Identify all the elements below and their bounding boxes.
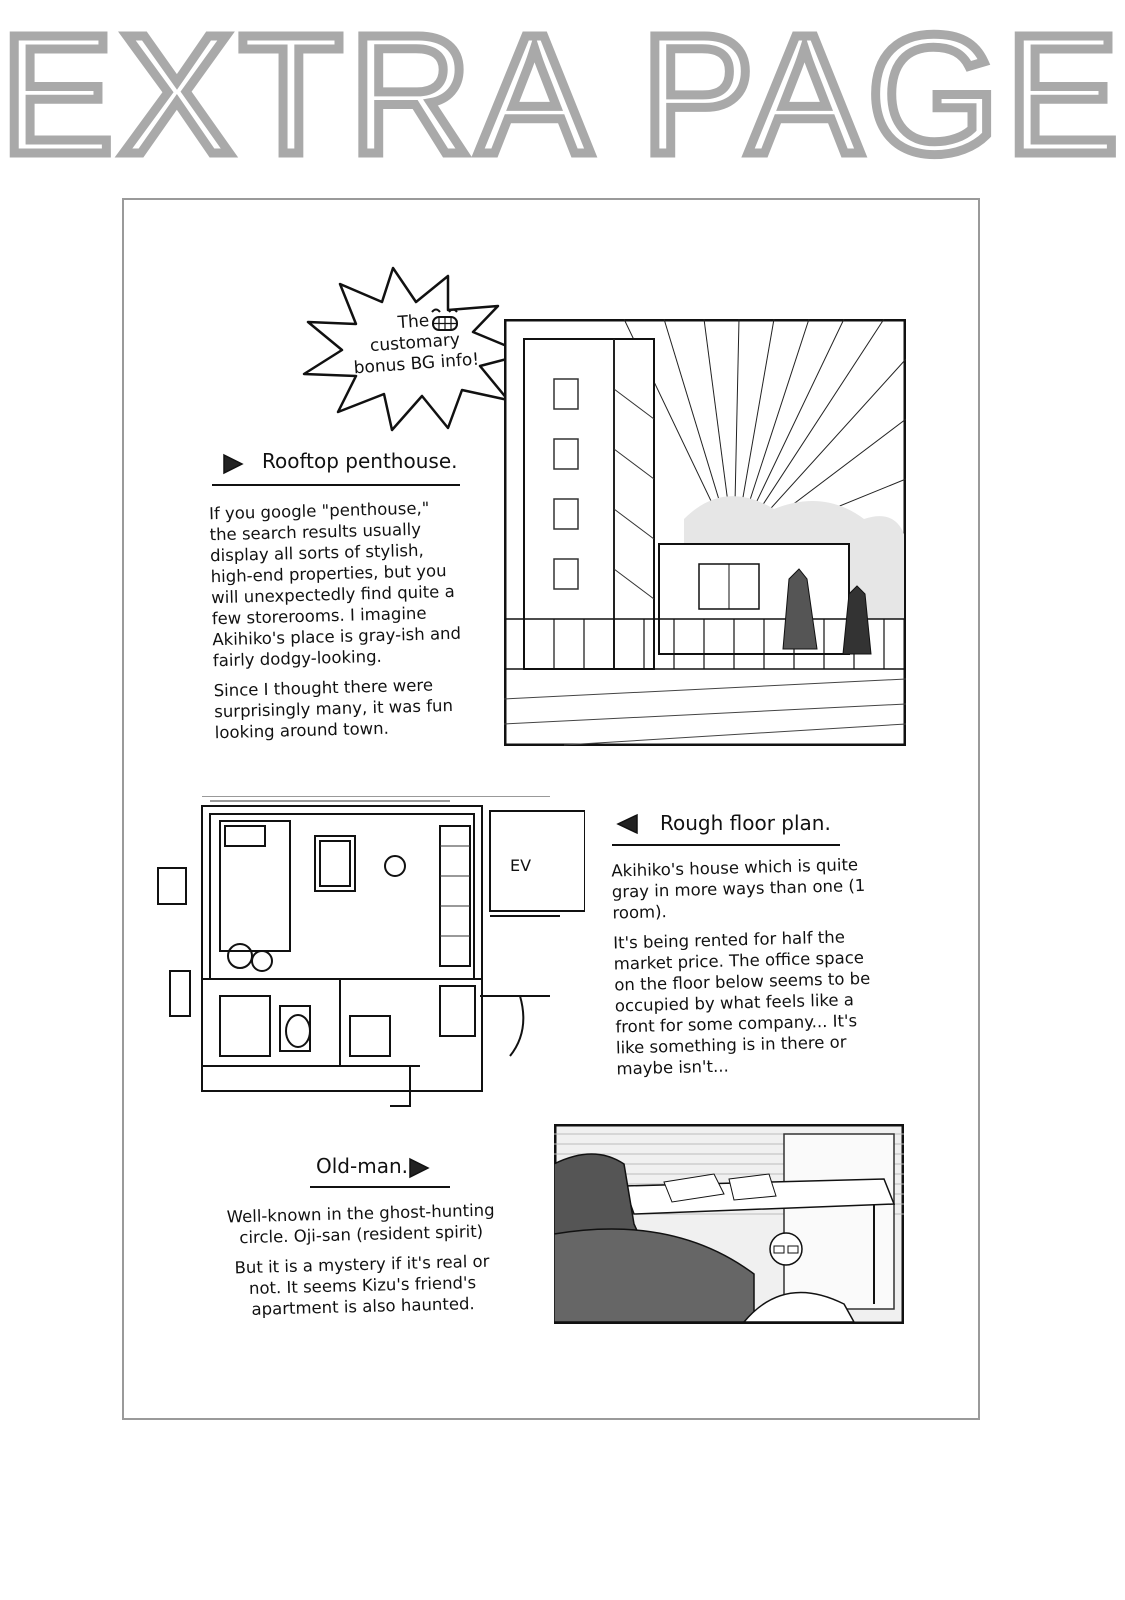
- rooftop-panel: [504, 319, 906, 746]
- floor-plan-drawing: [150, 796, 585, 1121]
- rooftop-paragraph-1: If you google "penthouse," the search results usually display all sorts of stylish, high-end properties, but you will unexpectedly find quite a few storerooms. I imagine Akihiko's place is gray-ish and fairly dodgy-looking.: [208, 498, 462, 671]
- rooftop-paragraph-2: Since I thought there were surprisingly many, it was fun looking around town.: [213, 675, 454, 743]
- triangle-left-icon: [615, 812, 639, 836]
- oldman-paragraph-2: But it is a mystery if it's real or not. It seems Kizu's friend's apartment is also haunted.: [234, 1251, 490, 1319]
- rooftop-body: [209, 497, 465, 752]
- oldman-panel: [554, 1124, 904, 1324]
- rooftop-title: Rooftop penthouse.: [262, 449, 458, 473]
- floorplan-paragraph-2: It's being rented for half the market price. The office space on the floor below seems to be occupied by what feels like a front for some company... It's like something is in there or maybe isn't...: [612, 927, 871, 1079]
- floorplan-title: Rough floor plan.: [660, 811, 831, 835]
- triangle-right-icon: [408, 1157, 430, 1179]
- oldman-title: Old-man.: [316, 1154, 408, 1178]
- floorplan-divider: [612, 844, 840, 846]
- bubble-text: [328, 306, 502, 381]
- floorplan-paragraph-1: Akihiko's house which is quite gray in more ways than one (1 room).: [611, 855, 866, 923]
- floorplan-body: [611, 854, 885, 1089]
- elevator-label: EV: [510, 856, 532, 875]
- rooftop-divider: [212, 484, 460, 486]
- bubble-line-2: customary: [369, 329, 461, 357]
- bubble-line-1: The: [397, 310, 430, 334]
- oldman-paragraph-1: Well-known in the ghost-hunting circle. Oji-san (resident spirit): [226, 1200, 495, 1248]
- oldman-body: [220, 1199, 503, 1329]
- bubble-line-3: bonus BG info!: [353, 349, 480, 379]
- extra-page-banner: EXTRA PAGE: [0, 0, 1125, 190]
- grin-face-icon: [428, 306, 462, 334]
- triangle-right-icon: [222, 452, 244, 476]
- oldman-divider: [310, 1186, 450, 1188]
